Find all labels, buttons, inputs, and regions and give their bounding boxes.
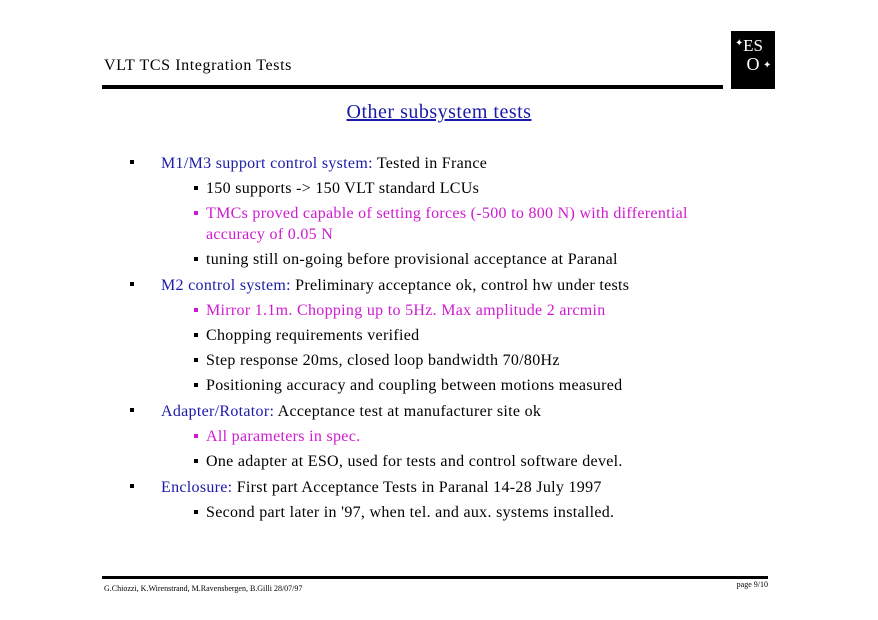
footer-rule [102, 576, 768, 579]
bullet-icon [194, 308, 198, 312]
section-term: M2 control system: [161, 277, 291, 294]
star-icon: ✦ [763, 60, 772, 71]
bullet-icon [130, 282, 134, 286]
footer-authors: G.Chiozzi, K.Wirenstrand, M.Ravensbergen, B.Gilli 28/07/97 [104, 584, 303, 593]
list-item-text: Chopping requirements verified [206, 327, 420, 344]
list-item-text: TMCs proved capable of setting forces (-500 to 800 N) with differential accuracy of 0.05 N [206, 205, 688, 243]
section-text: Preliminary acceptance ok, control hw under tests [295, 277, 630, 294]
section-text: Acceptance test at manufacturer site ok [277, 403, 542, 420]
sub-list [130, 502, 750, 523]
list-item-text: Positioning accuracy and coupling between motions measured [206, 377, 623, 394]
list-item [130, 249, 750, 270]
section-heading [130, 401, 750, 422]
sub-list [130, 426, 750, 472]
list-item-text: One adapter at ESO, used for tests and control software devel. [206, 453, 623, 470]
bullet-icon [194, 510, 198, 514]
section [130, 401, 750, 472]
section-term: Enclosure: [161, 479, 233, 496]
page-number: page 9/10 [736, 580, 768, 589]
bullet-icon [194, 383, 198, 387]
list-item [130, 451, 750, 472]
section-heading [130, 153, 750, 174]
section [130, 275, 750, 396]
list-item [130, 375, 750, 396]
list-item-text: All parameters in spec. [206, 428, 361, 445]
header-rule [102, 85, 723, 89]
list-item-text: Second part later in '97, when tel. and aux. systems installed. [206, 504, 615, 521]
sub-list [130, 178, 750, 270]
list-item [130, 178, 750, 199]
bullet-icon [194, 211, 198, 215]
section-heading [130, 275, 750, 296]
bullet-icon [130, 484, 134, 488]
bullet-icon [130, 160, 134, 164]
list-item [130, 300, 750, 321]
logo-text-top: ES [743, 36, 763, 55]
sub-list [130, 300, 750, 396]
bullet-icon [194, 257, 198, 261]
section-term: M1/M3 support control system: [161, 155, 373, 172]
section [130, 477, 750, 523]
bullet-icon [194, 358, 198, 362]
list-item [130, 325, 750, 346]
page-title: Other subsystem tests [346, 101, 532, 123]
list-item-text: 150 supports -> 150 VLT standard LCUs [206, 180, 480, 197]
list-item [130, 203, 750, 245]
eso-logo [731, 31, 775, 89]
logo-text-bottom: O [746, 54, 760, 74]
list-item-text: Mirror 1.1m. Chopping up to 5Hz. Max amplitude 2 arcmin [206, 302, 606, 319]
section-text: First part Acceptance Tests in Paranal 14-28 July 1997 [236, 479, 602, 496]
bullet-icon [194, 186, 198, 190]
section [130, 153, 750, 270]
star-icon: ✦ [735, 38, 744, 49]
section-term: Adapter/Rotator: [161, 403, 275, 420]
bullet-list [130, 153, 750, 528]
header-title: VLT TCS Integration Tests [104, 57, 292, 74]
bullet-icon [194, 459, 198, 463]
section-heading [130, 477, 750, 498]
bullet-icon [194, 333, 198, 337]
bullet-icon [130, 408, 134, 412]
list-item [130, 502, 750, 523]
list-item [130, 350, 750, 371]
bullet-icon [194, 434, 198, 438]
list-item-text: Step response 20ms, closed loop bandwidth 70/80Hz [206, 352, 560, 369]
list-item-text: tuning still on-going before provisional acceptance at Paranal [206, 251, 618, 268]
section-text: Tested in France [376, 155, 488, 172]
list-item [130, 426, 750, 447]
